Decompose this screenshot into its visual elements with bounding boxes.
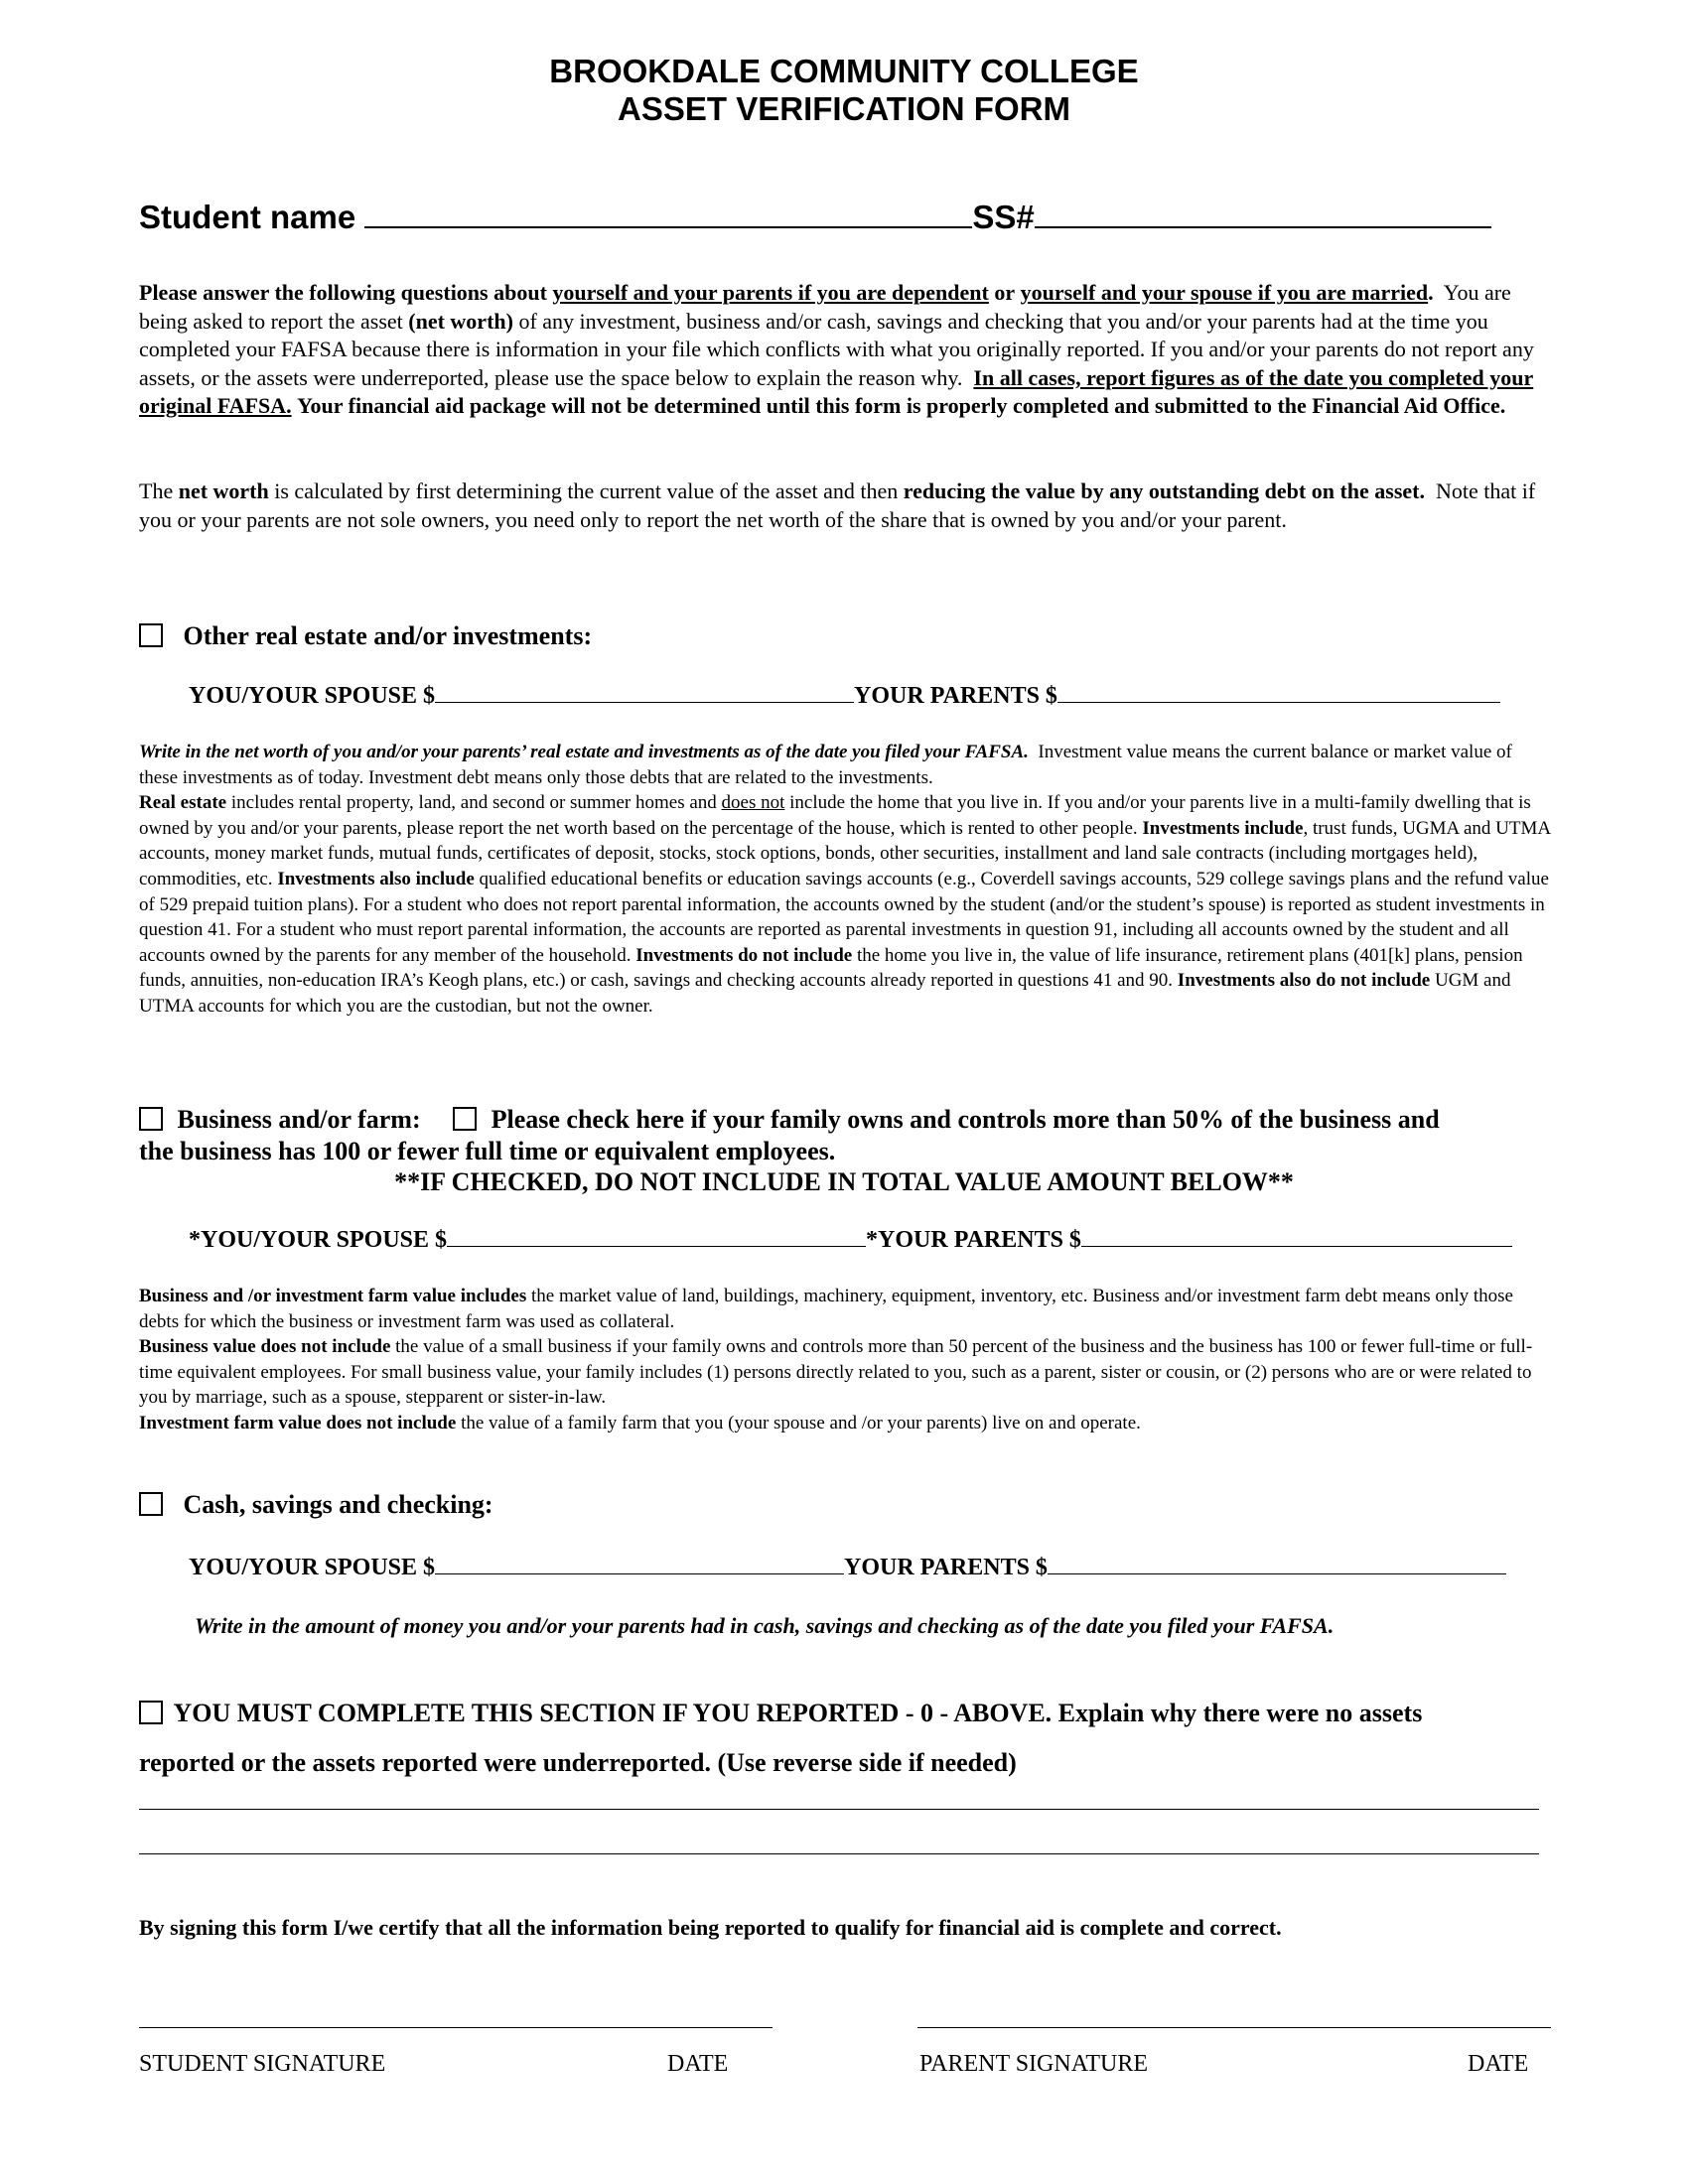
real-estate-text-2: include the home that you live in. If you and/or your parents live in a multi-family dwelling that is owned by you and/or your parents, please report the net worth based on the percentage of the house, which is rented to other people. bbox=[139, 792, 1531, 839]
certify-statement: By signing this form I/we certify that all the information being reported to qualify for financial aid is complete and correct. bbox=[139, 1915, 1282, 1940]
investments-also-not-text: UGM and UTMA accounts for which you are the custodian, but not the owner. bbox=[139, 970, 1511, 1017]
explain-line-2: reported or the assets reported were underreported. (Use reverse side if needed) bbox=[139, 1748, 1017, 1777]
explain-line-1: YOU MUST COMPLETE THIS SECTION IF YOU REPORTED - 0 - ABOVE. Explain why there were no assets bbox=[173, 1699, 1423, 1727]
parent-signature-line[interactable] bbox=[917, 2027, 1551, 2028]
cash-you-label: YOU/YOUR SPOUSE $ bbox=[189, 1555, 436, 1580]
student-name-label: Student name bbox=[139, 199, 356, 235]
parent-date-label: DATE bbox=[1468, 2051, 1529, 2077]
business-not-text: the value of a small business if your family owns and controls more than 50 percent of the business and the business has 100 or fewer full-time or full-time equivalent employees. For small business value, your family includes (1) persons directly related to you, such as a parent, sister or cousin, or (2) persons who are or were related to you by marriage, such as a spouse, stepparent or sister-in-law. bbox=[139, 1336, 1533, 1409]
real-estate-heading: Other real estate and/or investments: bbox=[183, 621, 593, 650]
student-info-row bbox=[139, 199, 1491, 236]
cash-heading-row bbox=[139, 1490, 493, 1520]
real-estate-you-label: YOU/YOUR SPOUSE $ bbox=[189, 683, 436, 709]
cash-heading: Cash, savings and checking: bbox=[183, 1490, 493, 1519]
business-instructions bbox=[139, 1284, 1554, 1436]
farm-not-bold: Investment farm value does not include bbox=[139, 1412, 457, 1433]
intro-networth-bold: (net worth) bbox=[408, 308, 513, 334]
business-includes-text: the market value of land, buildings, machinery, equipment, inventory, etc. Business and/or investment farm debt means only those debts for which the business or investment farm was used as collateral. bbox=[139, 1286, 1513, 1332]
student-signature-label: STUDENT SIGNATURE bbox=[139, 2051, 386, 2077]
real-estate-bold: Real estate bbox=[139, 792, 227, 814]
real-estate-amount-row bbox=[189, 683, 1500, 710]
real-estate-italic-note: Write in the net worth of you and/or your parents’ real estate and investments as of the date you filed your FAFSA. bbox=[139, 742, 1029, 762]
cash-checkbox[interactable] bbox=[139, 1492, 163, 1516]
intro-married-text: yourself and your spouse if you are married bbox=[1020, 280, 1429, 305]
cash-parents-label: YOUR PARENTS $ bbox=[844, 1555, 1048, 1580]
networth-paragraph bbox=[139, 478, 1549, 534]
business-warning: **IF CHECKED, DO NOT INCLUDE IN TOTAL VALUE AMOUNT BELOW** bbox=[394, 1167, 1294, 1196]
cash-amount-row bbox=[189, 1555, 1506, 1581]
business-check-text-2: the business has 100 or fewer full time or equivalent employees. bbox=[139, 1137, 836, 1165]
real-estate-parents-label: YOUR PARENTS $ bbox=[854, 683, 1057, 709]
cash-you-field[interactable] bbox=[435, 1573, 844, 1574]
ss-label: SS# bbox=[972, 199, 1035, 235]
intro-text: Please answer the following questions about bbox=[139, 280, 547, 305]
intro-period: . bbox=[1428, 280, 1434, 305]
intro-or: or bbox=[994, 280, 1016, 305]
business-parents-label: *YOUR PARENTS $ bbox=[866, 1227, 1081, 1253]
intro-package-text: Your financial aid package will not be determined until this form is properly completed and submitted to the Financial Aid Office. bbox=[297, 393, 1506, 419]
student-signature-line[interactable] bbox=[139, 2027, 773, 2028]
business-not-bold: Business value does not include bbox=[139, 1336, 391, 1358]
investments-include-bold: Investments include bbox=[1142, 817, 1304, 839]
investments-not-bold: Investments do not include bbox=[635, 944, 853, 966]
student-date-label: DATE bbox=[667, 2051, 729, 2077]
intro-paragraph bbox=[139, 279, 1549, 421]
business-heading-block bbox=[139, 1104, 1569, 1167]
form-title-name: ASSET VERIFICATION FORM bbox=[618, 90, 1070, 127]
intro-all-cases: In all cases, report figures as of the date you completed your original FAFSA. bbox=[139, 364, 1534, 419]
form-title-college: BROOKDALE COMMUNITY COLLEGE bbox=[549, 53, 1139, 89]
business-you-field[interactable] bbox=[447, 1246, 866, 1247]
real-estate-value-text: Investment value means the current balance or market value of these investments as of today. Investment debt means only those debts that are related to the investments. bbox=[139, 742, 1512, 788]
real-estate-does-not: does not bbox=[721, 792, 785, 814]
business-parents-field[interactable] bbox=[1081, 1246, 1512, 1247]
business-you-label: *YOU/YOUR SPOUSE $ bbox=[189, 1227, 448, 1253]
cash-italic-note: Write in the amount of money you and/or your parents had in cash, savings and checking as of the date you filed your FAFSA. bbox=[195, 1613, 1335, 1638]
business-check-text-1: Please check here if your family owns and controls more than 50% of the business and bbox=[491, 1105, 1440, 1134]
investments-also-bold: Investments also include bbox=[277, 868, 475, 889]
networth-the: The bbox=[139, 478, 174, 503]
explain-heading bbox=[139, 1689, 1569, 1788]
networth-calc-text: is calculated by first determining the current value of the asset and then bbox=[274, 478, 899, 503]
explain-checkbox[interactable] bbox=[139, 1701, 163, 1724]
investments-not-text: the home you live in, the value of life insurance, retirement plans (401[k] plans, pension funds, annuities, non-education IRA’s Keogh plans, etc.) or cash, savings and checking accounts already reported in questions 41 and 90. bbox=[139, 944, 1523, 992]
business-heading: Business and/or farm: bbox=[177, 1105, 421, 1134]
intro-asked-text: You are being asked to report the asset bbox=[139, 280, 1511, 334]
business-includes-bold: Business and /or investment farm value includes bbox=[139, 1286, 527, 1306]
explain-line-field-2[interactable] bbox=[139, 1853, 1539, 1854]
intro-conflict-text: of any investment, business and/or cash, savings and checking that you and/or your parents had at the time you completed your FAFSA because there is information in your file which conflicts with what you originally reported. If you and/or your parents do not report any assets, or the assets were underreported, please use the space below to explain the reason why. bbox=[139, 308, 1534, 390]
farm-not-text: the value of a family farm that you (your spouse and /or your parents) live on and operate. bbox=[461, 1412, 1141, 1433]
networth-reduce-bold: reducing the value by any outstanding debt on the asset. bbox=[903, 478, 1425, 503]
real-estate-text-1: includes rental property, land, and second or summer homes and bbox=[230, 792, 717, 814]
business-checkbox[interactable] bbox=[139, 1107, 163, 1131]
investments-also-not-bold: Investments also do not include bbox=[1177, 970, 1431, 992]
networth-bold: net worth bbox=[178, 478, 269, 503]
real-estate-parents-field[interactable] bbox=[1057, 702, 1500, 703]
real-estate-instructions bbox=[139, 740, 1554, 1020]
ss-field[interactable] bbox=[1035, 226, 1491, 228]
business-small-checkbox[interactable] bbox=[453, 1107, 477, 1131]
investments-include-text: , trust funds, UGMA and UTMA accounts, money market funds, mutual funds, certificates of deposit, stocks, stock options, bonds, other securities, installment and land sale contracts (including mortgages held), commodities, etc. bbox=[139, 817, 1551, 889]
business-amount-row bbox=[189, 1227, 1512, 1254]
cash-parents-field[interactable] bbox=[1048, 1573, 1506, 1574]
intro-dependent-text: yourself and your parents if you are dependent bbox=[552, 280, 989, 305]
explain-line-field-1[interactable] bbox=[139, 1809, 1539, 1810]
investments-also-text: qualified educational benefits or education savings accounts (e.g., Coverdell savings accounts, 529 college savings plans and the refund value of 529 prepaid tuition plans). For a student who does not report parental information, the accounts owned by the student (and/or the student’s spouse) is reported as student investments in question 41. For a student who must report parental information, the accounts are reported as parental investments in question 91, including all accounts owned by the student and all accounts owned by the parents for any member of the household. bbox=[139, 868, 1549, 966]
networth-note: Note that if you or your parents are not sole owners, you need only to report the net worth of the share that is owned by you and/or your parent. bbox=[139, 478, 1536, 532]
student-name-field[interactable] bbox=[364, 226, 972, 228]
real-estate-you-field[interactable] bbox=[435, 702, 854, 703]
real-estate-checkbox[interactable] bbox=[139, 623, 163, 647]
real-estate-heading-row bbox=[139, 621, 592, 651]
parent-signature-label: PARENT SIGNATURE bbox=[919, 2051, 1149, 2077]
